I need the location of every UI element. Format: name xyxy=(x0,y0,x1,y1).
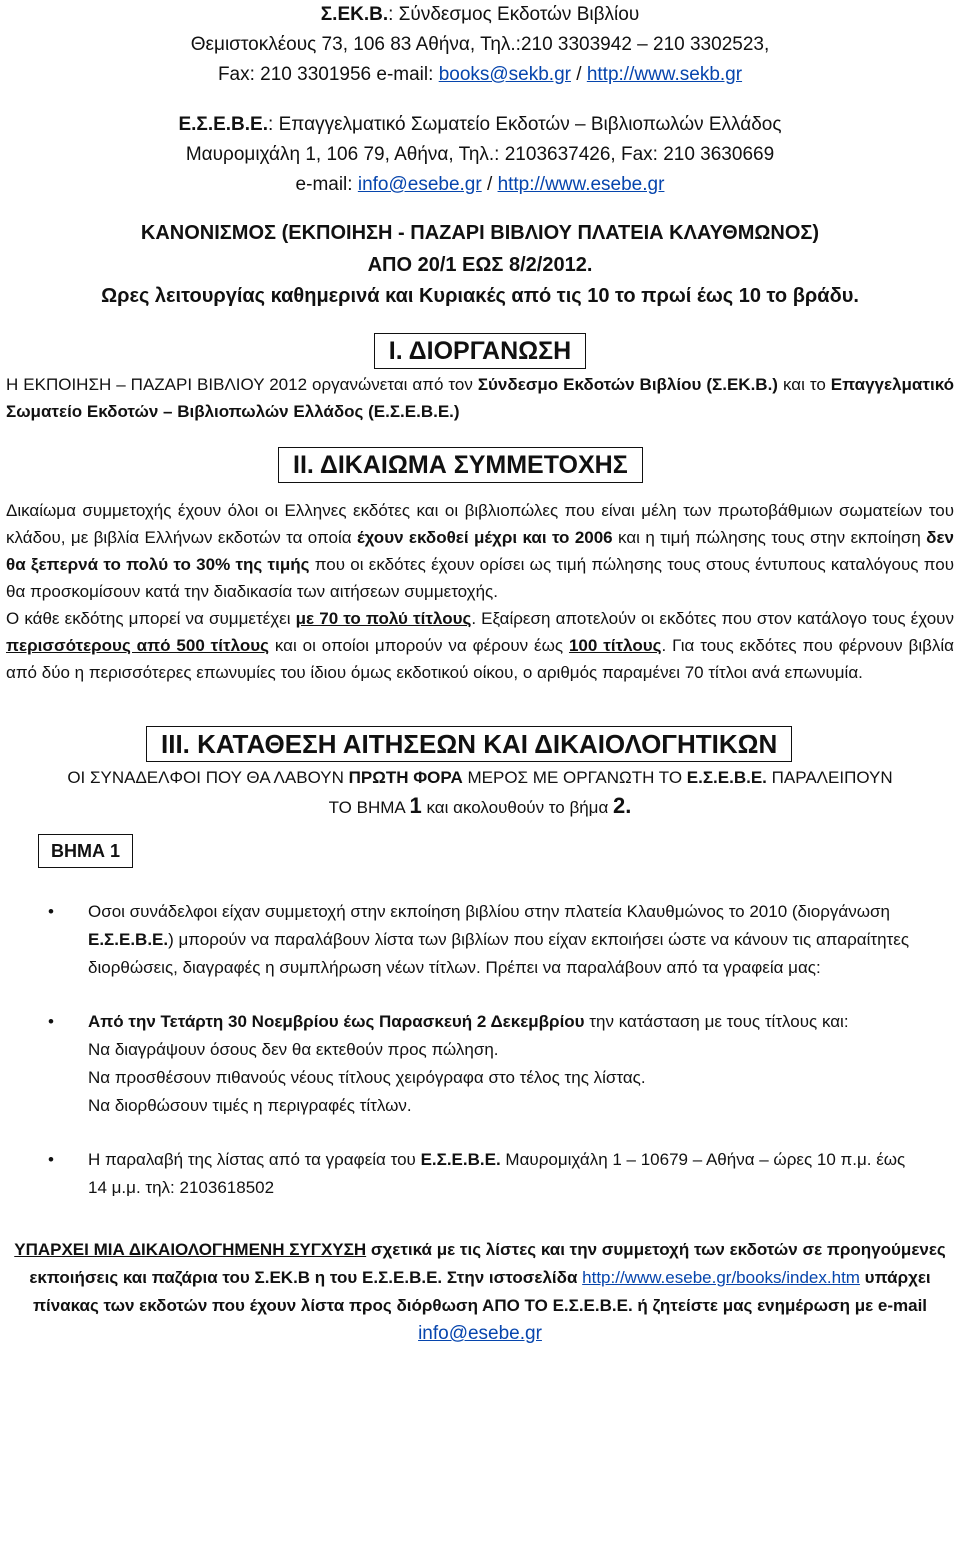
footer-email-link[interactable]: info@esebe.gr xyxy=(418,1323,542,1344)
instruction-correct: Να διορθώσουν τιμές η περιγραφές τίτλων. xyxy=(88,1096,412,1115)
footer-note xyxy=(6,1236,954,1348)
sekb-abbrev: Σ.ΕΚ.Β. xyxy=(320,4,389,25)
sekb-header xyxy=(6,0,954,90)
step-1-wrap xyxy=(6,834,954,868)
sekb-contact xyxy=(6,60,954,90)
section-1-text xyxy=(6,371,954,425)
confusion-notice: ΥΠΑΡΧΕΙ ΜΙΑ ΔΙΚΑΙΟΛΟΓΗΜΕΝΗ ΣΥΓΧΥΣΗ xyxy=(14,1240,367,1259)
title-line-2: ΑΠΟ 20/1 ΕΩΣ 8/2/2012. xyxy=(367,254,593,276)
esebe-name-line xyxy=(6,110,954,140)
step-1-list xyxy=(6,898,954,982)
text-part: Οσοι συνάδελφοι είχαν συμμετοχή στην εκποίηση βιβλίου στην πλατεία Κλαυθμώνος το 2010 (διοργάνωση xyxy=(88,902,890,921)
text-part: την κατάσταση με τους τίτλους και: xyxy=(584,1012,849,1031)
section-3-line-1 xyxy=(6,764,954,792)
step-number-1: 1 xyxy=(409,793,422,818)
text-part: ) μπορούν να παραλάβουν λίστα των βιβλίων που είχαν εκποιήσει ώστε να κάνουν τις απαραίτητες διορθώσεις, διαγραφές η συμπλήρωση νέων τίτλων. Πρέπει να παραλάβουν από τα γραφεία μας: xyxy=(88,930,910,977)
first-time: ΠΡΩΤΗ ΦΟΡΑ xyxy=(348,768,463,787)
esebe-header xyxy=(6,110,954,200)
esebe-email-link[interactable]: info@esebe.gr xyxy=(357,174,482,195)
step-1-list xyxy=(6,1146,954,1202)
bullet-icon: • xyxy=(48,1150,54,1169)
step-number-2: 2. xyxy=(613,793,632,818)
separator: / xyxy=(570,64,587,85)
section-2-paragraph-1 xyxy=(6,497,954,605)
text-part: που οι εκδότες έχουν ορίσει ως τιμή πώλησης τους στους έντυπους καταλόγους που θα προσκομίσουν κατά την διαδικασία των αιτήσεων συμμετοχής. xyxy=(6,555,954,601)
esebe-abbrev: Ε.Σ.Ε.Β.Ε. xyxy=(420,1150,501,1169)
esebe-url-link[interactable]: http://www.esebe.gr xyxy=(497,174,665,195)
section-1-heading: Ι. ΔΙΟΡΓΑΝΩΣΗ xyxy=(374,333,586,369)
esebe-abbrev: Ε.Σ.Ε.Β.Ε. xyxy=(178,114,269,135)
text-part: Δικαίωμα συμμετοχής έχουν όλοι οι Ελληνες εκδότες και οι βιβλιοπώλες που είναι μέλη των πρωτοβάθμιων σωματείων του κλάδου, με βιβλία Ελλήνων εκδοτών τα οποία xyxy=(6,501,954,547)
text-part: Μαυρομιχάλη 1 – 10679 – Αθήνα – ώρες 10 π.μ. έως 14 μ.μ. τηλ: 2103618502 xyxy=(88,1150,906,1197)
text-part: σχετικά με τις λίστες και την συμμετοχή των εκδοτών σε προηγούμενες εκποιήσεις και παζάρια του Σ.ΕΚ.Β η του Ε.Σ.Ε.Β.Ε. Στην ιστοσελίδα xyxy=(29,1240,946,1287)
esebe-fullname: : Επαγγελματικό Σωματείο Εκδοτών – Βιβλιοπωλών Ελλάδος xyxy=(268,114,782,135)
text-part: και ακολουθούν το βήμα xyxy=(421,798,614,817)
esebe-address: Μαυρομιχάλη 1, 106 79, Αθήνα, Τηλ.: 2103637426, Fax: 210 3630669 xyxy=(185,144,775,165)
section-1-text-part: Η ΕΚΠΟΙΗΣΗ – ΠΑΖΑΡΙ ΒΙΒΛΙΟΥ 2012 οργανώνεται από τον xyxy=(6,375,478,394)
title-limit-100: 100 τίτλους xyxy=(568,636,662,655)
separator: / xyxy=(481,174,498,195)
text-part: ΜΕΡΟΣ ΜΕ ΟΡΓΑΝΩΤΗ ΤΟ xyxy=(462,768,687,787)
esebe-contact xyxy=(6,170,954,200)
pickup-dates: Από την Τετάρτη 30 Νοεμβρίου έως Παρασκευή 2 Δεκεμβρίου xyxy=(88,1012,585,1031)
text-part: ΤΟ ΒΗΜΑ xyxy=(328,798,410,817)
text-part: και οι οποίοι μπορούν να φέρουν έως xyxy=(268,636,569,655)
sekb-fullname: : Σύνδεσμος Εκδοτών Βιβλίου xyxy=(388,4,640,25)
text-part: Η παραλαβή της λίστας από τα γραφεία του xyxy=(88,1150,421,1169)
opening-hours: Ωρες λειτουργίας καθημερινά και Κυριακές από τις 10 το πρωί έως 10 το βράδυ. xyxy=(101,285,859,307)
bullet-icon: • xyxy=(48,1012,54,1031)
price-limit: δεν θα ξεπερνά το πολύ το 30% της τιμής xyxy=(6,528,955,574)
section-2-paragraph-2 xyxy=(6,605,954,686)
sekb-name-line xyxy=(6,0,954,30)
text-part: Ο κάθε εκδότης μπορεί να συμμετέχει xyxy=(6,609,296,628)
section-1-sekb: Σύνδεσμο Εκδοτών Βιβλίου (Σ.ΕΚ.Β.) xyxy=(477,375,778,394)
instruction-add: Να προσθέσουν πιθανούς νέους τίτλους χειρόγραφα στο τέλος της λίστας. xyxy=(88,1068,646,1087)
text-part: . Εξαίρεση αποτελούν οι εκδότες που στον κατάλογο τους έχουν xyxy=(471,609,954,628)
esebe-email-label: e-mail: xyxy=(295,174,358,195)
text-part: υπάρχει πίνακας των εκδοτών που έχουν λίστα προς διόρθωση ΑΠΟ ΤΟ Ε.Σ.Ε.Β.Ε. ή ζητείστε μας ενημέρωση με e-mail xyxy=(32,1268,931,1315)
instruction-delete: Να διαγράψουν όσους δεν θα εκτεθούν προς πώληση. xyxy=(88,1040,499,1059)
title-limit-70: με 70 το πολύ τίτλους xyxy=(295,609,472,628)
sekb-fax: Fax: 210 3301956 e-mail: xyxy=(217,64,439,85)
section-2-heading: ΙΙ. ΔΙΚΑΙΩΜΑ ΣΥΜΜΕΤΟΧΗΣ xyxy=(278,447,643,483)
section-1-heading-wrap xyxy=(6,333,954,369)
esebe-abbrev: Ε.Σ.Ε.Β.Ε. xyxy=(88,930,169,949)
list-item xyxy=(6,1008,954,1120)
section-2-heading-wrap xyxy=(6,447,954,483)
list-item xyxy=(6,898,954,982)
esebe-abbrev: Ε.Σ.Ε.Β.Ε. xyxy=(686,768,767,787)
text-part: και η τιμή πώλησης τους στην εκποίηση xyxy=(612,528,927,547)
sekb-email-link[interactable]: books@sekb.gr xyxy=(438,64,571,85)
sekb-address: Θεμιστοκλέους 73, 106 83 Αθήνα, Τηλ.:210 3303942 – 210 3302523, xyxy=(190,34,770,55)
section-3-heading-wrap xyxy=(6,726,954,762)
sekb-url-link[interactable]: http://www.sekb.gr xyxy=(586,64,743,85)
text-part: ΟΙ ΣΥΝΑΔΕΛΦΟΙ ΠΟΥ ΘΑ ΛΑΒΟΥΝ xyxy=(67,768,349,787)
publication-cutoff: έχουν εκδοθεί μέχρι και το 2006 xyxy=(356,528,613,547)
bullet-icon: • xyxy=(48,902,54,921)
text-part: ΠΑΡΑΛΕΙΠΟΥΝ xyxy=(766,768,893,787)
over-500-titles: περισσότερους από 500 τίτλους xyxy=(6,636,269,655)
section-3-line-2 xyxy=(6,792,954,822)
step-1-list xyxy=(6,1008,954,1120)
document-title xyxy=(6,217,954,281)
section-3-heading: ΙΙΙ. ΚΑΤΑΘΕΣΗ ΑΙΤΗΣΕΩΝ ΚΑΙ ΔΙΚΑΙΟΛΟΓΗΤΙΚΩΝ xyxy=(146,726,792,762)
title-line-1: ΚΑΝΟΝΙΣΜΟΣ (ΕΚΠΟΙΗΣΗ - ΠΑΖΑΡΙ ΒΙΒΛΙΟΥ ΠΛΑΤΕΙΑ ΚΛΑΥΘΜΩΝΟΣ) xyxy=(140,222,820,244)
section-1-text-part: και το xyxy=(777,375,831,394)
step-1-label: ΒΗΜΑ 1 xyxy=(38,834,133,868)
books-list-link[interactable]: http://www.esebe.gr/books/index.htm xyxy=(582,1268,860,1287)
text-part: . Για τους εκδότες που φέρνουν βιβλία από δύο η περισσότερες επωνυμίες του ίδιου όμως εκδοτικού οίκου, ο αριθμός παραμένει 70 τίτλοι ανά επωνυμία. xyxy=(6,636,954,682)
section-1-esebe: Επαγγελματικό Σωματείο Εκδοτών – Βιβλιοπωλών Ελλάδος (Ε.Σ.Ε.Β.Ε.) xyxy=(6,375,954,421)
list-item xyxy=(6,1146,954,1202)
